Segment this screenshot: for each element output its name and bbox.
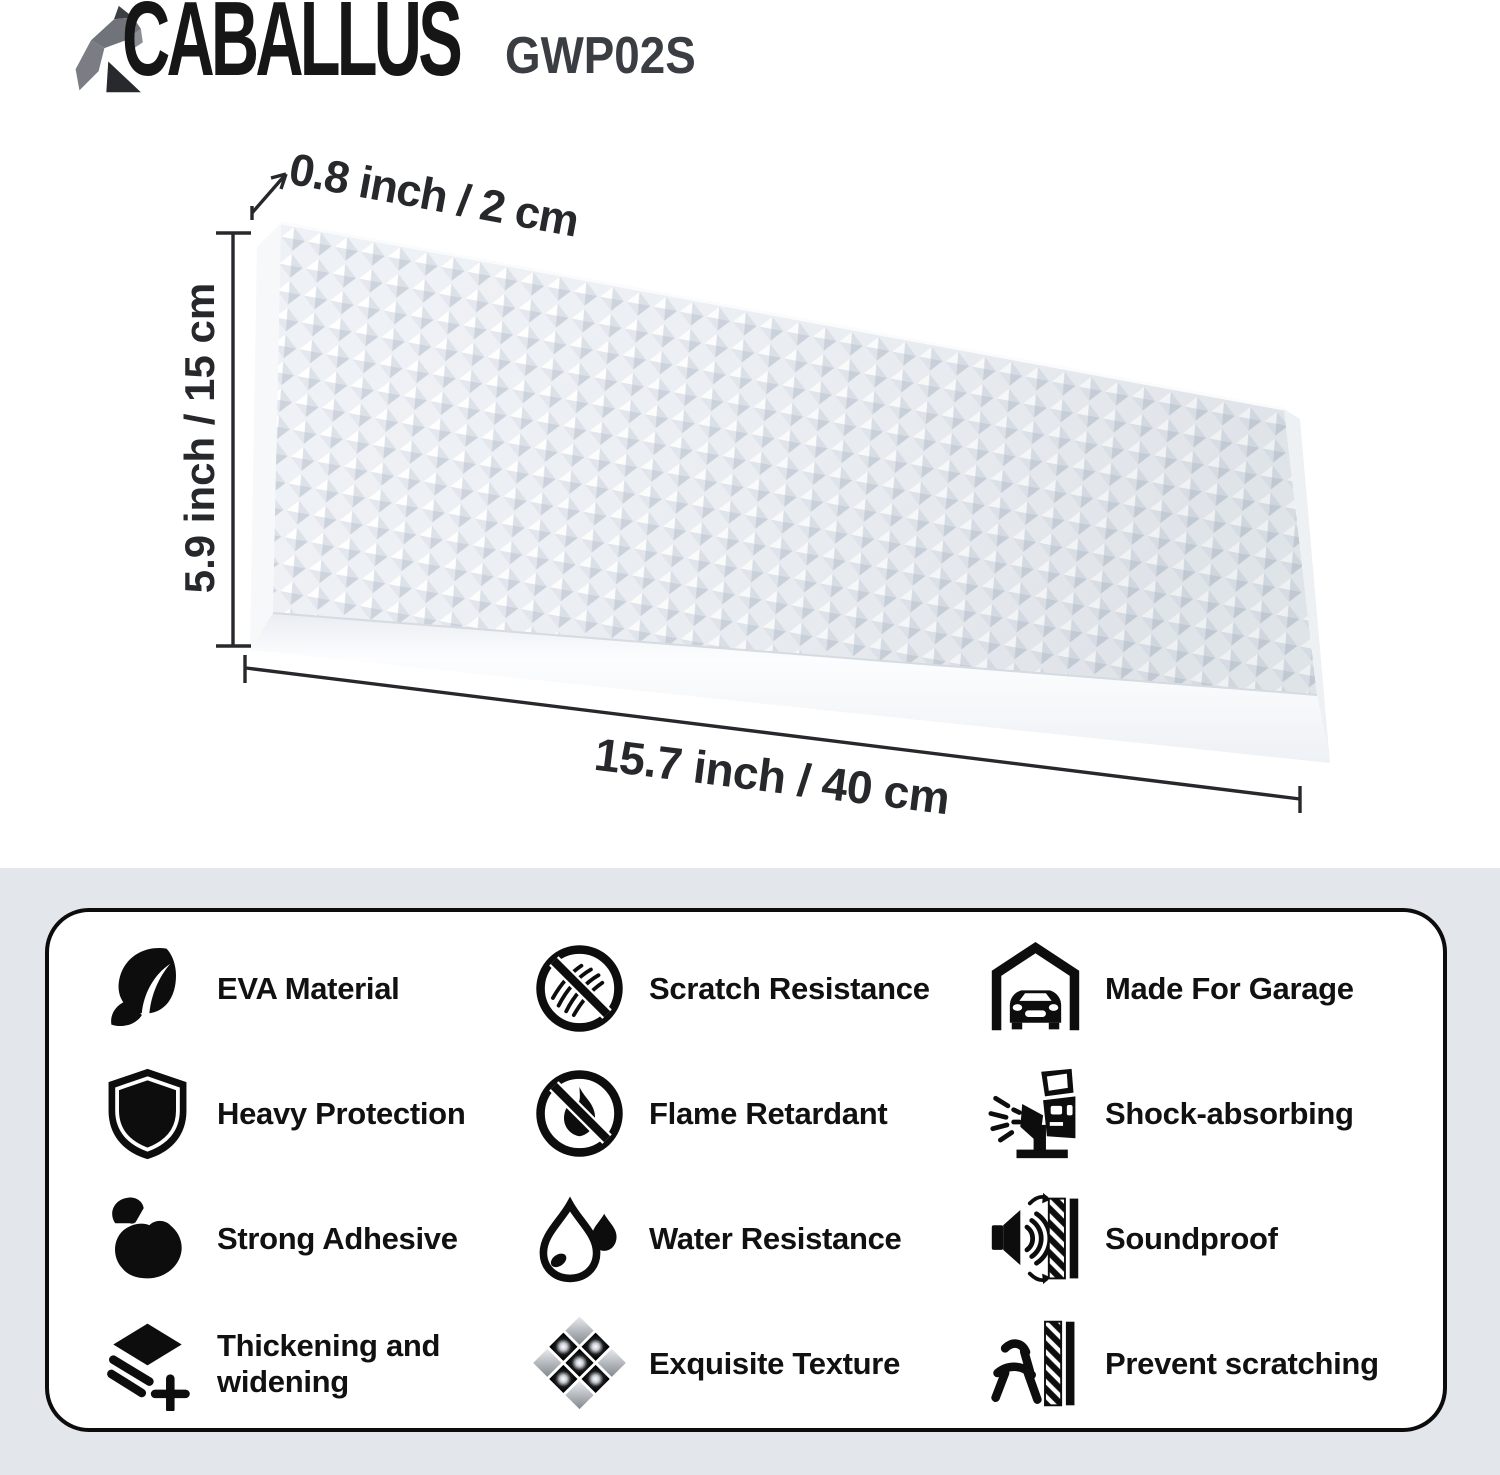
features-grid xyxy=(100,926,1392,1426)
feature-label: Made For Garage xyxy=(1105,970,1354,1006)
features-card xyxy=(45,908,1447,1432)
feature-label: Prevent scratching xyxy=(1105,1345,1379,1381)
feature-label: Flame Retardant xyxy=(649,1095,888,1131)
feature-item xyxy=(100,1066,532,1161)
width-dimension-label: 15.7 inch / 40 cm xyxy=(591,727,953,825)
feature-item xyxy=(972,1191,1392,1286)
car-shock-icon xyxy=(988,1066,1083,1161)
brand-model: GWP02S xyxy=(505,27,696,85)
foam-panel xyxy=(250,223,1330,763)
diamond-texture-icon xyxy=(532,1316,627,1411)
feature-label: Scratch Resistance xyxy=(649,970,930,1006)
feature-item xyxy=(532,1316,972,1411)
no-flame-icon xyxy=(532,1066,627,1161)
feature-item xyxy=(972,1316,1392,1411)
muscle-arm-icon xyxy=(100,1191,195,1286)
garage-car-icon xyxy=(988,941,1083,1036)
shield-icon xyxy=(100,1066,195,1161)
feature-label: Heavy Protection xyxy=(217,1095,466,1131)
feature-label: Thickening and widening xyxy=(217,1327,441,1399)
feature-item xyxy=(100,1316,532,1411)
chair-wall-icon xyxy=(988,1316,1083,1411)
feature-item xyxy=(532,1066,972,1161)
feature-item xyxy=(100,1191,532,1286)
feature-item xyxy=(100,941,532,1036)
feature-label: EVA Material xyxy=(217,970,400,1006)
feature-item xyxy=(532,941,972,1036)
speaker-wall-icon xyxy=(988,1191,1083,1286)
height-dimension-label: 5.9 inch / 15 cm xyxy=(176,282,223,594)
feature-label: Soundproof xyxy=(1105,1220,1278,1256)
water-drops-icon xyxy=(532,1191,627,1286)
feature-label: Strong Adhesive xyxy=(217,1220,458,1256)
feature-label: Water Resistance xyxy=(649,1220,902,1256)
feature-item xyxy=(532,1191,972,1286)
features-section xyxy=(0,868,1500,1475)
leaf-icon xyxy=(100,941,195,1036)
feature-item xyxy=(972,941,1392,1036)
feature-label: Shock-absorbing xyxy=(1105,1095,1354,1131)
thickness-dimension-label: 0.8 inch / 2 cm xyxy=(285,143,583,247)
brand-name: CABALLUS xyxy=(122,0,460,98)
layers-plus-icon xyxy=(100,1316,195,1411)
feature-label: Exquisite Texture xyxy=(649,1345,901,1381)
no-scratch-icon xyxy=(532,941,627,1036)
feature-item xyxy=(972,1066,1392,1161)
